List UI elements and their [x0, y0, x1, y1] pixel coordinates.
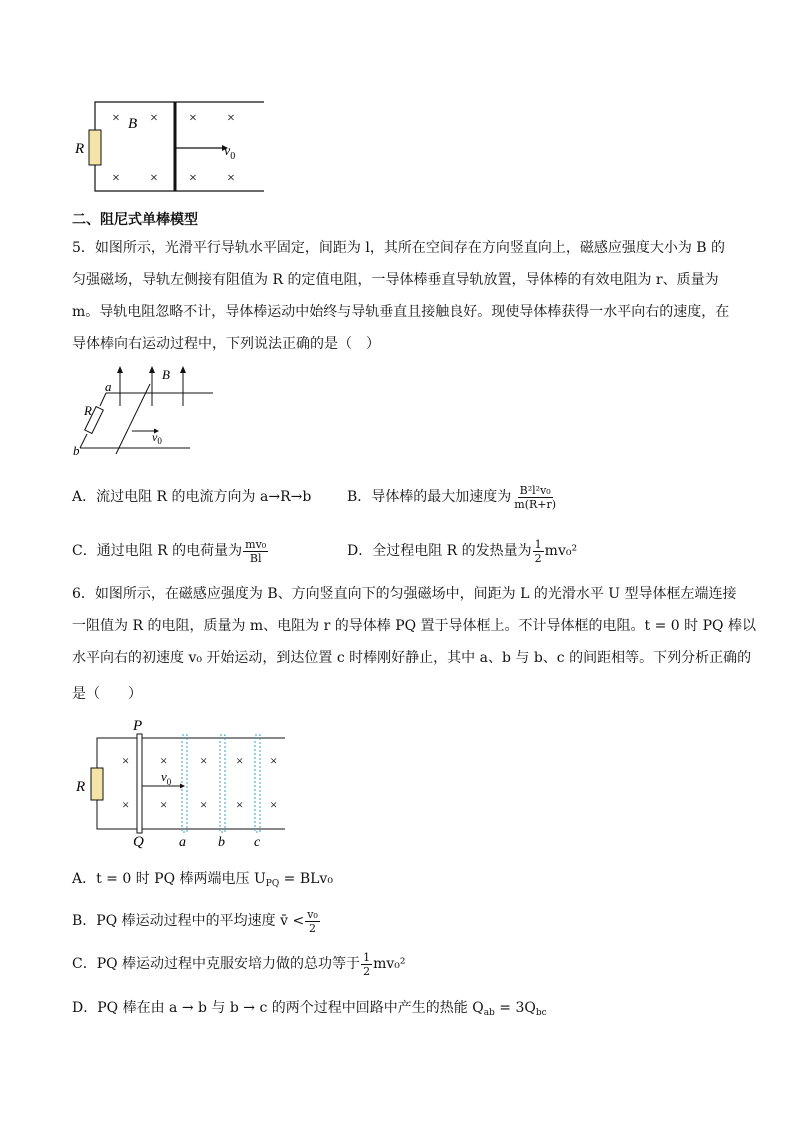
- label-a: a: [105, 379, 112, 394]
- field-cross: ×: [112, 111, 120, 126]
- label-R: R: [84, 403, 92, 418]
- position-b: [220, 735, 225, 832]
- label-R: R: [75, 141, 85, 157]
- resistor: [89, 130, 101, 165]
- field-cross: ×: [236, 797, 244, 812]
- label-P: P: [133, 718, 143, 734]
- field-cross: ×: [189, 171, 197, 186]
- figure-q6-u-frame: [70, 712, 290, 852]
- figure-q5-rails: [70, 362, 220, 462]
- field-cross: ×: [160, 797, 168, 812]
- field-cross: ×: [227, 111, 235, 126]
- field-cross: ×: [200, 797, 208, 812]
- resistor: [91, 768, 103, 800]
- label-B: B: [162, 367, 170, 382]
- label-b: b: [73, 443, 80, 458]
- q5-line-3: m。导轨电阻忽略不计，导体棒运动中始终与导轨垂直且接触良好。现使导体棒获得一水平向右的速度，在: [72, 304, 730, 320]
- q6-option-c: C．PQ 棒运动过程中克服安培力做的总功等于 $\frac{1}{2}$ mv₀²: [72, 950, 406, 978]
- q5-option-a: A．流过电阻 R 的电流方向为 a→R→b: [72, 489, 312, 505]
- label-v: $v_0$: [161, 769, 172, 787]
- position-a: [182, 735, 187, 832]
- q6-line-4: 是（ ）: [72, 686, 142, 702]
- section-heading: 二、阻尼式单棒模型: [72, 212, 198, 228]
- q6-option-d: D．PQ 棒在由 a → b 与 b → c 的两个过程中回路中产生的热能 $Q_{ab} = 3Q_{bc}$: [72, 1000, 547, 1018]
- label-R: R: [76, 779, 86, 795]
- position-c: [255, 735, 260, 832]
- figure-top-circuit: [70, 95, 270, 195]
- field-cross: ×: [200, 753, 208, 768]
- q5-line-1: 5．如图所示，光滑平行导轨水平固定，间距为 l，其所在空间存在方向竖直向上，磁感应强度大小为 B 的: [72, 240, 726, 256]
- q5-option-b: B．导体棒的最大加速度为 $\frac{\text{B²l²v₀}}{m(R+r)}$: [347, 483, 557, 511]
- label-c: c: [254, 835, 261, 850]
- rod-PQ: [137, 734, 142, 833]
- q6-option-a: A．t = 0 时 PQ 棒两端电压 $U_{PQ} = BLv_0$: [72, 871, 333, 889]
- label-Q: Q: [133, 834, 144, 850]
- label-B: B: [128, 116, 138, 132]
- q5-line-4: 导体棒向右运动过程中，下列说法正确的是（ ）: [72, 336, 380, 352]
- q6-line-2: 一阻值为 R 的电阻，质量为 m、电阻为 r 的导体棒 PQ 置于导体框上。不计导体框的电阻。t = 0 时 PQ 棒以: [72, 618, 756, 634]
- field-cross: ×: [122, 753, 130, 768]
- label-a: a: [179, 835, 186, 850]
- field-cross: ×: [189, 111, 197, 126]
- field-cross: ×: [112, 171, 120, 186]
- field-cross: ×: [150, 111, 158, 126]
- field-cross: ×: [236, 753, 244, 768]
- field-cross: ×: [227, 171, 235, 186]
- label-v: $v_0$: [224, 144, 236, 162]
- field-cross: ×: [270, 797, 278, 812]
- q6-option-b: B．PQ 棒运动过程中的平均速度 v̄ < $\frac{\text{v₀}}{2}$: [72, 907, 318, 935]
- field-cross: ×: [150, 171, 158, 186]
- field-cross: ×: [270, 753, 278, 768]
- label-b: b: [218, 835, 225, 850]
- field-cross: ×: [122, 797, 130, 812]
- q5-option-c: C．通过电阻 R 的电荷量为 $\frac{\text{mv₀}}{Bl}$: [72, 537, 267, 565]
- field-cross: ×: [160, 753, 168, 768]
- label-v: $v_0$: [152, 430, 162, 446]
- q6-line-3: 水平向右的初速度 v₀ 开始运动，到达位置 c 时棒刚好静止，其中 a、b 与 b、c 的间距相等。下列分析正确的: [72, 650, 752, 666]
- q5-line-2: 匀强磁场，导轨左侧接有阻值为 R 的定值电阻，一导体棒垂直导轨放置，导体棒的有效电阻为 r、质量为: [72, 272, 719, 288]
- q6-line-1: 6．如图所示，在磁感应强度为 B、方向竖直向下的匀强磁场中，间距为 L 的光滑水平 U 型导体框左端连接: [72, 586, 737, 602]
- q5-option-d: D．全过程电阻 R 的发热量为 $\frac{1}{2}$ mv₀²: [347, 537, 578, 565]
